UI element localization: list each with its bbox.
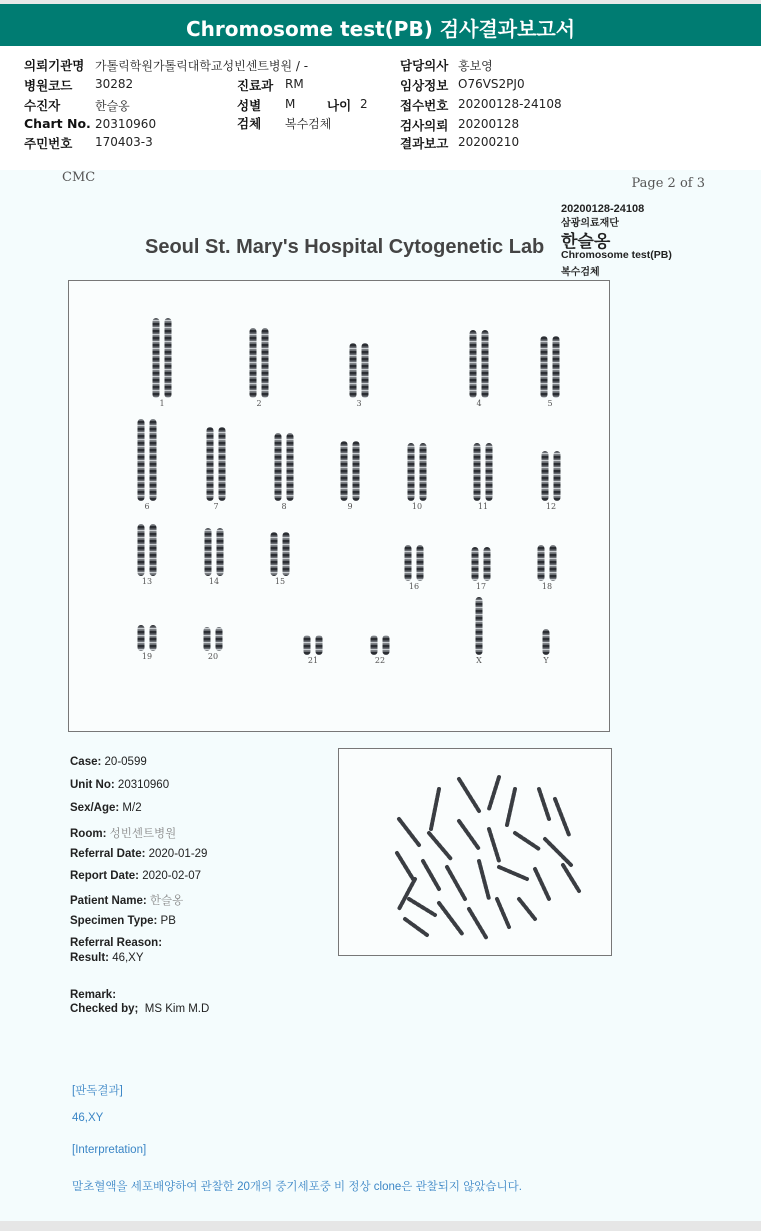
chromosome-label-17: 17 (475, 582, 487, 591)
chromosome-21 (304, 635, 311, 655)
chromosome-5 (541, 336, 548, 398)
report-date-value2: 2020-02-07 (142, 870, 202, 882)
institution-value: 가톨릭학원가톨릭대학교성빈센트병원 / - (95, 59, 309, 73)
metaphase-chromosome (439, 903, 463, 935)
chromosome-6 (138, 419, 145, 501)
chromosome-17 (472, 547, 479, 581)
chromosome-label-6: 6 (144, 502, 150, 511)
chromosome-label-4: 4 (476, 399, 482, 408)
chromosome-12 (554, 451, 561, 501)
page-number: Page 2 of 3 (631, 176, 705, 191)
chromosome-13 (138, 524, 145, 576)
lab-title: Seoul St. Mary's Hospital Cytogenetic Lab (145, 236, 545, 258)
chromosome-label-3: 3 (356, 399, 362, 408)
stamp-test: Chromosome test(PB) (561, 249, 672, 261)
sex-label: 성별 (237, 98, 262, 113)
receipt-value: 20200128-24108 (458, 97, 562, 111)
chromosome-10 (408, 443, 415, 501)
stamp-id: 20200128-24108 (561, 203, 645, 215)
chromosome-11 (474, 443, 481, 501)
doctor-value: 홍보영 (458, 59, 493, 73)
chromosome-label-X: X (476, 656, 482, 665)
chromosome-14 (205, 528, 212, 576)
chromosome-label-22: 22 (374, 656, 386, 665)
id-label: 주민번호 (24, 136, 73, 151)
cmc-mark: CMC (62, 170, 96, 185)
chromosome-label-8: 8 (281, 502, 287, 511)
metaphase-spread-image (338, 748, 612, 956)
clinical-value: O76VS2PJ0 (458, 77, 525, 91)
chart-label: Chart No. (24, 116, 91, 131)
metaphase-chromosome (405, 919, 427, 935)
chromosome-6 (150, 419, 157, 501)
chromosome-14 (217, 528, 224, 576)
report-date-label2: Report Date: (70, 870, 140, 882)
chromosome-9 (353, 441, 360, 501)
age-value: 2 (360, 97, 368, 111)
metaphase-chromosome (399, 879, 415, 909)
chromosome-18 (538, 545, 545, 581)
chromosome-label-14: 14 (208, 577, 220, 586)
referral-date-value: 2020-01-29 (148, 848, 208, 860)
chromosome-label-18: 18 (541, 582, 553, 591)
case-value: 20-0599 (104, 756, 147, 768)
chromosome-22 (371, 635, 378, 655)
sex-value: M (285, 97, 296, 111)
metaphase-image (339, 749, 611, 955)
dept-label: 진료과 (237, 78, 274, 93)
patient-name-label: Patient Name: (70, 895, 147, 907)
scanned-report-page (0, 170, 761, 1221)
chromosome-20 (204, 627, 211, 651)
chromosome-8 (287, 433, 294, 501)
chromosome-16 (405, 545, 412, 581)
checked-label: Checked by; (70, 1003, 139, 1015)
chromosome-13 (150, 524, 157, 576)
chromosome-label-2: 2 (256, 399, 262, 408)
metaphase-chromosome (515, 833, 539, 849)
chromosome-2 (262, 328, 269, 398)
institution-label: 의뢰기관명 (24, 58, 85, 73)
metaphase-chromosome (563, 865, 579, 891)
request-value: 20200128 (458, 117, 520, 131)
id-value: 170403-3 (95, 135, 153, 149)
chromosome-label-1: 1 (159, 399, 165, 408)
chromosome-22 (383, 635, 390, 655)
chromosome-1 (165, 318, 172, 398)
patient-label: 수진자 (24, 98, 61, 113)
report-title: Chromosome test(PB) 검사결과보고서 (185, 17, 576, 41)
report-date-value: 20200210 (458, 135, 520, 149)
metaphase-chromosome (489, 829, 499, 861)
clinical-label: 임상정보 (400, 78, 449, 93)
chromosome-15 (283, 532, 290, 576)
chromosome-7 (207, 427, 214, 501)
sexage-value: M/2 (122, 802, 142, 814)
metaphase-chromosome (431, 789, 439, 829)
chromosome-20 (216, 627, 223, 651)
age-label: 나이 (327, 98, 352, 113)
metaphase-chromosome (519, 899, 535, 919)
chromosome-12 (542, 451, 549, 501)
stamp-org: 삼광의료재단 (561, 218, 619, 229)
unit-value: 20310960 (117, 779, 170, 791)
chromosome-5 (553, 336, 560, 398)
chromosome-2 (250, 328, 257, 398)
metaphase-chromosome (497, 899, 509, 927)
chromosome-label-20: 20 (207, 652, 219, 661)
patient-value: 한슬옹 (95, 99, 130, 113)
case-label: Case: (70, 756, 102, 768)
room-label: Room: (70, 828, 107, 840)
stamp-name: 한슬옹 (561, 232, 611, 251)
chromosome-1 (153, 318, 160, 398)
metaphase-chromosome (469, 909, 487, 939)
metaphase-chromosome (459, 779, 479, 811)
chromosome-label-16: 16 (408, 582, 420, 591)
chromosome-Y (543, 629, 550, 655)
report-date-label: 결과보고 (400, 136, 449, 151)
metaphase-chromosome (399, 819, 419, 845)
specimen-label: 검체 (237, 116, 262, 131)
receipt-label: 접수번호 (400, 98, 449, 113)
chromosome-18 (550, 545, 557, 581)
sexage-label: Sex/Age: (70, 802, 120, 814)
hospital-code-value: 30282 (95, 77, 134, 91)
result-heading: [판독결과] (72, 1085, 123, 1097)
report-title-bar (0, 0, 761, 46)
chromosome-label-Y: Y (543, 656, 549, 665)
checked-value: MS Kim M.D (144, 1003, 210, 1015)
result-value: 46,XY (112, 952, 144, 964)
karyotype-figure (68, 280, 610, 732)
chromosome-label-21: 21 (307, 656, 319, 665)
chromosome-10 (420, 443, 427, 501)
specimen-value: 복수검체 (285, 117, 332, 131)
metaphase-chromosome (555, 799, 569, 835)
chromosome-15 (271, 532, 278, 576)
chromosome-label-10: 10 (411, 502, 423, 511)
chromosome-21 (316, 635, 323, 655)
metaphase-chromosome (489, 777, 499, 809)
chromosome-4 (482, 330, 489, 398)
metaphase-chromosome (447, 867, 465, 899)
chromosome-label-7: 7 (213, 502, 219, 511)
chromosome-8 (275, 433, 282, 501)
metaphase-chromosome (479, 861, 489, 899)
interp-heading: [Interpretation] (72, 1144, 147, 1156)
referral-date-label: Referral Date: (70, 848, 146, 860)
room-value: 성빈센트병원 (109, 828, 177, 840)
chart-value: 20310960 (95, 117, 157, 131)
unit-label: Unit No: (70, 779, 115, 791)
metaphase-chromosome (535, 869, 549, 899)
metaphase-chromosome (539, 789, 549, 819)
chromosome-label-13: 13 (141, 577, 153, 586)
specimen-type-value: PB (160, 915, 176, 927)
dept-value: RM (285, 77, 304, 91)
chromosome-4 (470, 330, 477, 398)
metaphase-chromosome (429, 833, 451, 859)
chromosome-9 (341, 441, 348, 501)
chromosome-label-5: 5 (547, 399, 553, 408)
chromosome-19 (138, 625, 145, 651)
metaphase-chromosome (545, 839, 571, 865)
patient-name-value: 한슬옹 (149, 895, 184, 907)
specimen-type-label: Specimen Type: (70, 915, 158, 927)
patient-info-header (0, 46, 761, 172)
chromosome-3 (362, 343, 369, 398)
referral-reason-label: Referral Reason: (70, 937, 163, 949)
metaphase-chromosome (507, 789, 515, 825)
metaphase-chromosome (423, 861, 439, 889)
result-label: Result: (70, 952, 109, 964)
metaphase-chromosome (459, 821, 479, 849)
chromosome-X (476, 597, 483, 655)
chromosome-16 (417, 545, 424, 581)
chromosome-3 (350, 343, 357, 398)
chromosome-label-12: 12 (545, 502, 557, 511)
chromosome-11 (486, 443, 493, 501)
remark-label: Remark: (70, 989, 117, 1001)
chromosome-label-19: 19 (141, 652, 153, 661)
hospital-code-label: 병원코드 (24, 78, 73, 93)
metaphase-chromosome (499, 867, 527, 879)
interpretation-result: 46,XY (72, 1112, 104, 1124)
interp-text: 말초혈액을 세포배양하여 관찰한 20개의 중기세포중 비 정상 clone은 관찰되지 않았습니다. (72, 1181, 522, 1193)
chromosome-label-15: 15 (274, 577, 286, 586)
chromosome-17 (484, 547, 491, 581)
chromosome-7 (219, 427, 226, 501)
doctor-label: 담당의사 (400, 58, 449, 73)
stamp-specimen: 복수검체 (561, 267, 600, 278)
request-label: 검사의뢰 (400, 118, 449, 133)
karyotype-image (69, 281, 609, 731)
chromosome-19 (150, 625, 157, 651)
metaphase-chromosome (409, 899, 435, 915)
chromosome-label-11: 11 (477, 502, 489, 511)
metaphase-chromosome (397, 853, 413, 879)
chromosome-label-9: 9 (347, 502, 353, 511)
page-footer-bar (0, 1221, 761, 1231)
